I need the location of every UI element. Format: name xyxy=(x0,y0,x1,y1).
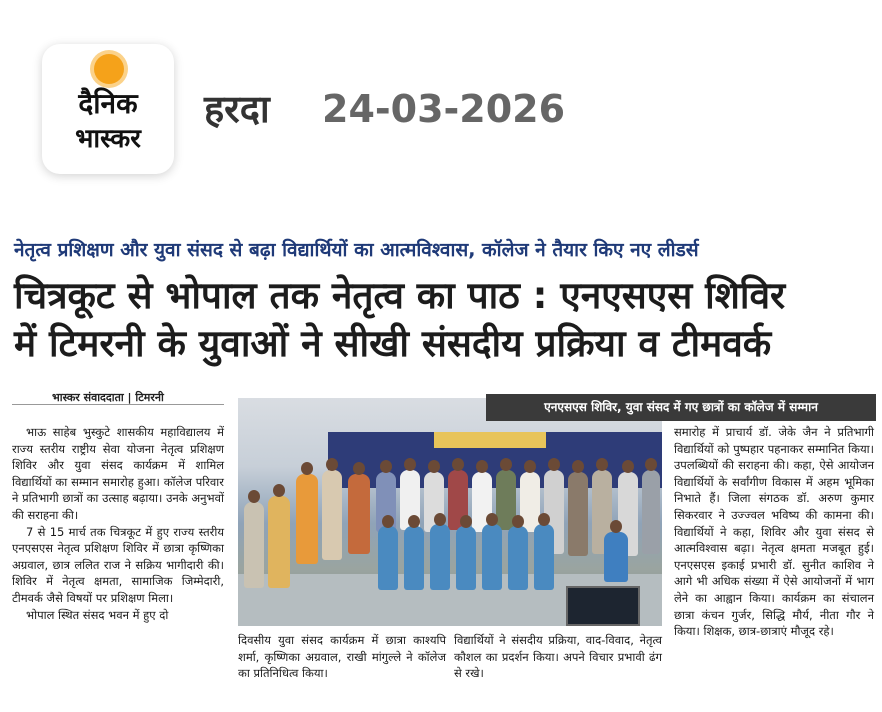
photo-student xyxy=(404,526,424,590)
photo-person-head xyxy=(538,513,550,526)
byline-divider xyxy=(12,404,224,405)
photo-person xyxy=(322,470,342,560)
photo-screen xyxy=(566,586,640,626)
photo-person-head xyxy=(572,460,584,473)
photo-person xyxy=(568,472,588,556)
article-headline xyxy=(14,272,874,368)
edition-date: 24-03-2026 xyxy=(322,87,566,131)
photo-person-head xyxy=(610,520,622,533)
photo-person-head xyxy=(548,458,560,471)
sun-icon xyxy=(94,54,124,84)
photo-person-head xyxy=(476,460,488,473)
column4-text: समारोह में प्राचार्य डॉ. जेके जैन ने प्रतिभागी विद्यार्थियों को पुष्पहार पहनाकर सम्मानित किया। उपलब्धियों की सराहना की। कहा, ऐसे आयोजन विद्यार्थियों के सर्वांगीण विकास में अहम भूमिका निभाते हैं। जिला संगठक डॉ. अरुण कुमार सिकरवार ने उज्ज्वल भविष्य की कामना की। विद्यार्थियों ने कहा, शिविर और युवा संसद से आत्मविश्वास बढ़ा। नेतृत्व क्षमता मजबूत हुई। एनएसएस इकाई प्रभारी डॉ. सुनीत काशिव ने आगे भी अधिक संख्या में ऐसे आयोजनों में भाग लेने का आह्वान किया। कार्यक्रम का संचालन छात्रा कंचन गुर्जर, सिद्धि मौर्य, नीता गौर ने किया। शिक्षक, छात्र-छात्राएं मौजूद रहे। xyxy=(674,425,874,639)
photo-student xyxy=(456,526,476,590)
photo-student xyxy=(482,524,502,590)
photo-student xyxy=(604,532,628,582)
photo-person-head xyxy=(500,458,512,471)
photo-person-head xyxy=(452,458,464,471)
photo-person-head xyxy=(524,460,536,473)
photo-person-head xyxy=(512,515,524,528)
photo-person-head xyxy=(428,460,440,473)
photo-person-head xyxy=(248,490,260,503)
article-column-3 xyxy=(454,632,662,682)
article-column-2 xyxy=(238,632,446,682)
photo-caption: एनएसएस शिविर, युवा संसद में गए छात्रों का कॉलेज में सम्मान xyxy=(486,394,876,421)
photo-person-head xyxy=(326,458,338,471)
dainik-bhaskar-logo xyxy=(42,44,174,174)
photo-student xyxy=(508,526,528,590)
logo-text-line1: दैनिक xyxy=(78,87,138,120)
photo-person-head xyxy=(596,458,608,471)
photo-person xyxy=(244,502,264,588)
photo-person-head xyxy=(486,513,498,526)
photo-person xyxy=(268,496,290,588)
photo-person-head xyxy=(382,515,394,528)
article-column-1 xyxy=(12,424,224,623)
column1-paragraph-1: भाऊ साहेब भुस्कुटे शासकीय महाविद्यालय में राज्य स्तरीय राष्ट्रीय सेवा योजना नेतृत्व प्रशिक्षण शिविर और युवा संसद कार्यक्रम में शामिल विद्यार्थियों का सम्मान समारोह हुआ। कॉलेज परिवार ने प्रतिभागी छात्रों का उत्साह बढ़ाया। उनके अनुभवों की सराहना की। xyxy=(12,425,224,522)
photo-person-head xyxy=(434,513,446,526)
photo-person-head xyxy=(301,462,313,475)
photo-student xyxy=(430,524,450,590)
headline-line-1: चित्रकूट से भोपाल तक नेतृत्व का पाठ : एनएसएस शिविर xyxy=(14,274,786,317)
article-kicker: नेतृत्व प्रशिक्षण और युवा संसद से बढ़ा विद्यार्थियों का आत्मविश्वास, कॉलेज ने तैयार किए नए लीडर्स xyxy=(14,239,699,261)
column2-text: दिवसीय युवा संसद कार्यक्रम में छात्रा काश्यपि शर्मा, कृष्णिका अग्रवाल, राखी मांगुल्ले ने कॉलेज का प्रतिनिधित्व किया। xyxy=(238,633,446,681)
photo-person-head xyxy=(353,462,365,475)
column3-text: विद्यार्थियों ने संसदीय प्रक्रिया, वाद-विवाद, नेतृत्व कौशल का प्रदर्शन किया। अपने विचार प्रभावी ढंग से रखे। xyxy=(454,633,662,681)
headline-line-2: में टिमरनी के युवाओं ने सीखी संसदीय प्रक्रिया व टीमवर्क xyxy=(14,322,772,365)
photo-student xyxy=(534,524,554,590)
photo-person xyxy=(348,474,370,554)
column1-paragraph-3: भोपाल स्थित संसद भवन में हुए दो xyxy=(26,607,169,622)
column1-paragraph-2: 7 से 15 मार्च तक चित्रकूट में हुए राज्य स्तरीय एनएसएस नेतृत्व प्रशिक्षण शिविर में छात्रा कृष्णिका अग्रवाल, छात्र ललित राज ने सक्रिय भागीदारी की। शिविर में नेतृत्व क्षमता, सामाजिक जिम्मेदारी, टीमवर्क जैसे विषयों पर प्रशिक्षण मिला। xyxy=(12,524,224,605)
byline: भास्कर संवाददाता | टिमरनी xyxy=(52,391,164,404)
photo-person-head xyxy=(408,515,420,528)
photo-person-head xyxy=(273,484,285,497)
article-column-4 xyxy=(674,424,874,640)
photo-person xyxy=(642,470,660,554)
event-group-photo xyxy=(238,398,662,626)
photo-student xyxy=(378,526,398,590)
photo-person-head xyxy=(404,458,416,471)
photo-banner xyxy=(434,432,546,448)
photo-person xyxy=(296,474,318,564)
logo-text-line2: भास्कर xyxy=(75,124,141,154)
photo-person-head xyxy=(380,460,392,473)
photo-person-head xyxy=(645,458,657,471)
photo-person-head xyxy=(622,460,634,473)
edition-city: हरदा xyxy=(204,87,270,131)
photo-person-head xyxy=(460,515,472,528)
